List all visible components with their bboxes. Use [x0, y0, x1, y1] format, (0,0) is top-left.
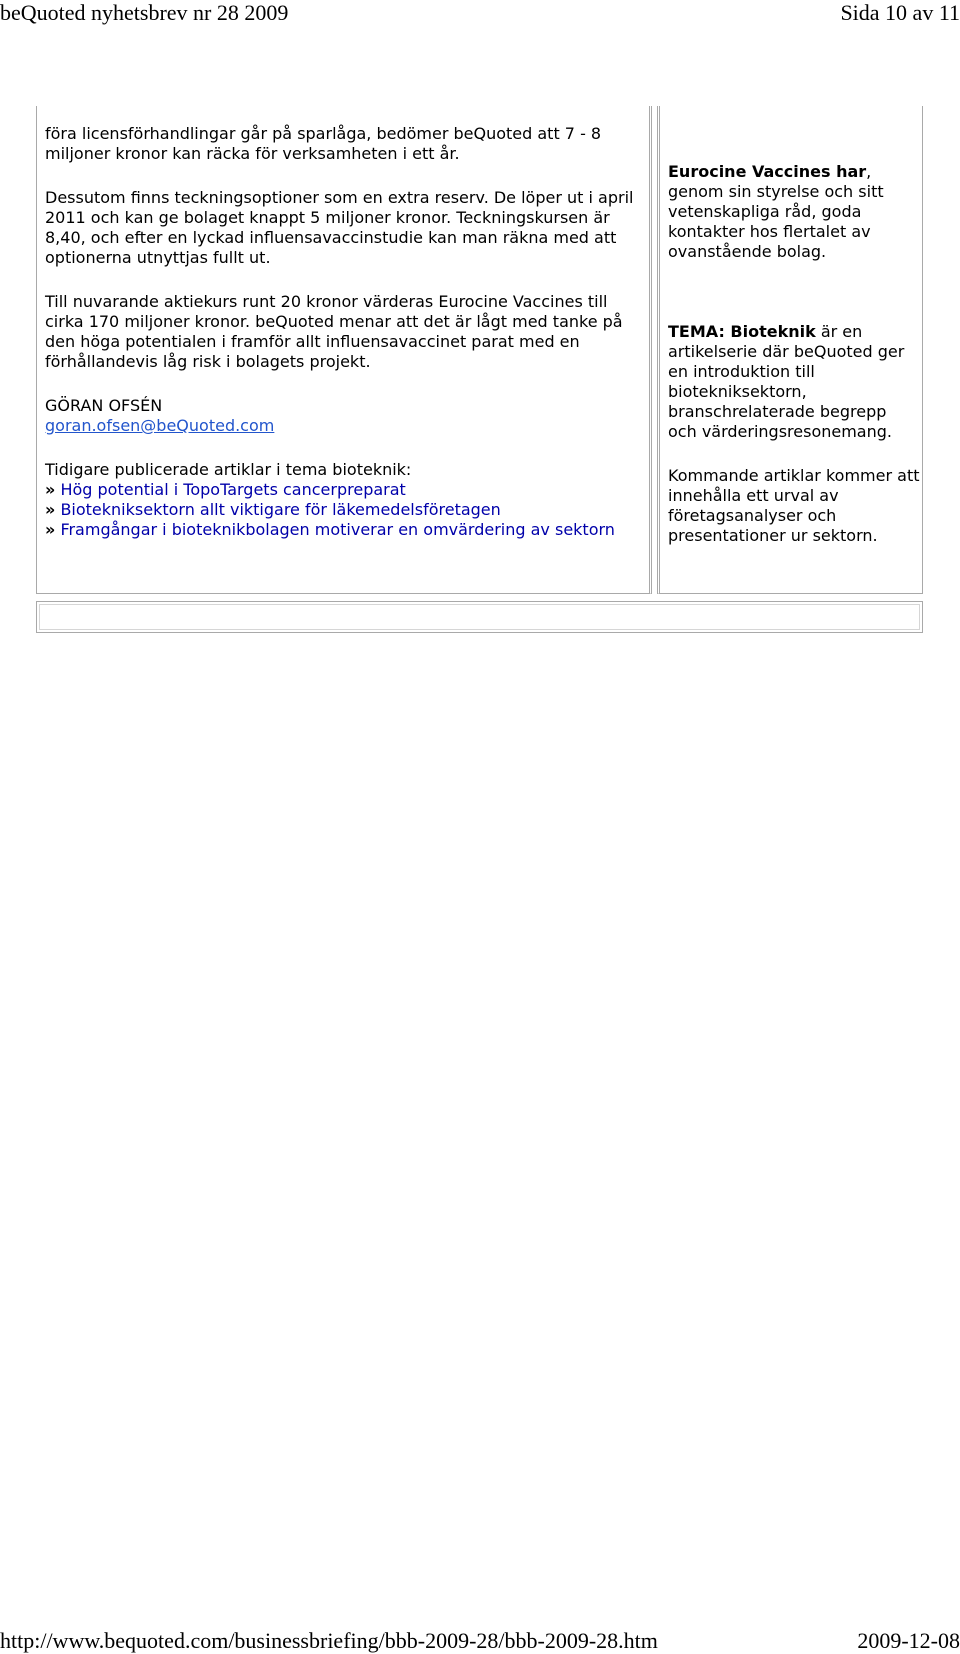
author-block: [45, 396, 645, 436]
related-article-link[interactable]: Biotekniksektorn allt viktigare för läkemedelsföretagen: [60, 500, 501, 519]
print-footer: [0, 1628, 960, 1654]
article-paragraph: Dessutom finns teckningsoptioner som en extra reserv. De löper ut i april 2011 och kan ge bolaget knappt 5 miljoner kronor. Teckningskursen är 8,40, och efter en lyckad influensavaccinstudie kan man räkna med att optionerna utnyttjas fullt ut.: [45, 188, 634, 267]
sidebar-bold-lead: Eurocine Vaccines har: [668, 162, 867, 181]
related-article-link[interactable]: Hög potential i TopoTargets cancerpreparat: [60, 480, 406, 499]
sidebar-paragraph: Kommande artiklar kommer att innehålla ett urval av företagsanalyser och presentationer ur sektorn.: [668, 466, 920, 545]
print-header: [0, 0, 960, 26]
article-paragraph: Till nuvarande aktiekurs runt 20 kronor värderas Eurocine Vaccines till cirka 170 miljoner kronor. beQuoted menar att det är lågt med tanke på den höga potentialen i framför allt influensavaccinet parat med en förhållandevis låg risk i bolagets projekt.: [45, 292, 623, 371]
article-paragraph: föra licensförhandlingar går på sparlåga, bedömer beQuoted att 7 - 8 miljoner kronor kan räcka för verksamheten i ett år.: [45, 124, 602, 163]
bullet-arrow-icon: »: [45, 520, 56, 539]
author-name: GÖRAN OFSÉN: [45, 396, 163, 415]
author-email-link[interactable]: goran.ofsen@beQuoted.com: [45, 416, 275, 435]
newsletter-title: beQuoted nyhetsbrev nr 28 2009: [0, 0, 289, 25]
sidebar-text: , genom sin styrelse och sitt vetenskapliga råd, goda kontakter hos flertalet av ovanstående bolag.: [668, 162, 884, 261]
sidebar-column: [657, 106, 923, 594]
print-date: 2009-12-08: [857, 1628, 960, 1653]
sidebar-text: är en artikelserie där beQuoted ger en introduktion till biotekniksektorn, branschrelaterade begrepp och värderingsresonemang.: [668, 322, 905, 441]
bullet-arrow-icon: »: [45, 500, 56, 519]
bullet-arrow-icon: »: [45, 480, 56, 499]
page-url: http://www.bequoted.com/businessbriefing/bbb-2009-28/bbb-2009-28.htm: [0, 1628, 658, 1653]
article-body: [45, 124, 645, 540]
related-article-item: [45, 520, 645, 540]
related-articles-heading: Tidigare publicerade artiklar i tema bioteknik:: [45, 460, 412, 479]
related-articles-list: [45, 480, 645, 540]
page-number: Sida 10 av 11: [840, 0, 960, 25]
article-column: [36, 106, 652, 594]
sidebar-paragraph: [668, 162, 920, 262]
related-article-link[interactable]: Framgångar i bioteknikbolagen motiverar en omvärdering av sektorn: [60, 520, 615, 539]
sidebar-paragraph: [668, 322, 920, 442]
related-article-item: [45, 500, 645, 520]
sidebar-body: [668, 162, 920, 546]
related-article-item: [45, 480, 645, 500]
sidebar-bold-lead: TEMA: Bioteknik: [668, 322, 816, 341]
empty-footer-box: [36, 601, 923, 633]
